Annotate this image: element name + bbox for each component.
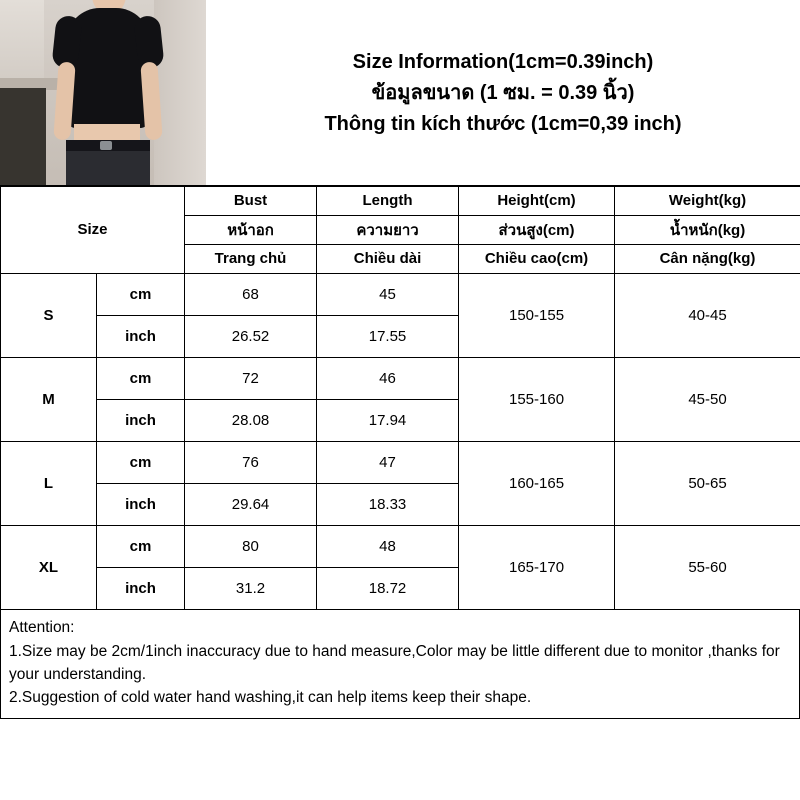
length-inch-m: 17.94 xyxy=(317,399,459,441)
bust-inch-xl: 31.2 xyxy=(185,567,317,609)
unit-inch-m: inch xyxy=(97,399,185,441)
col-bust-en: Bust xyxy=(185,186,317,215)
model-midriff xyxy=(74,124,140,140)
photo-door xyxy=(154,0,206,185)
attention-section xyxy=(0,610,800,719)
unit-cm-s: cm xyxy=(97,273,185,315)
bust-inch-l: 29.64 xyxy=(185,483,317,525)
height-m: 155-160 xyxy=(459,357,615,441)
length-cm-l: 47 xyxy=(317,441,459,483)
weight-l: 50-65 xyxy=(615,441,800,525)
col-length-vi: Chiều dài xyxy=(317,244,459,273)
bust-cm-m: 72 xyxy=(185,357,317,399)
length-inch-s: 17.55 xyxy=(317,315,459,357)
table-row xyxy=(1,357,800,399)
height-xl: 165-170 xyxy=(459,525,615,609)
height-s: 150-155 xyxy=(459,273,615,357)
bust-cm-l: 76 xyxy=(185,441,317,483)
photo-model xyxy=(56,0,160,185)
attention-line-1: 1.Size may be 2cm/1inch inaccuracy due to hand measure,Color may be little different due to monitor ,thanks for your understanding. xyxy=(9,642,780,683)
size-label-s: S xyxy=(1,273,97,357)
col-height-en: Height(cm) xyxy=(459,186,615,215)
unit-cm-m: cm xyxy=(97,357,185,399)
length-inch-l: 18.33 xyxy=(317,483,459,525)
table-header-row-en xyxy=(1,186,800,215)
table-row xyxy=(1,441,800,483)
bust-cm-s: 68 xyxy=(185,273,317,315)
length-cm-m: 46 xyxy=(317,357,459,399)
size-table xyxy=(0,185,800,610)
col-height-th: ส่วนสูง(cm) xyxy=(459,215,615,244)
length-cm-xl: 48 xyxy=(317,525,459,567)
col-bust-th: หน้าอก xyxy=(185,215,317,244)
weight-m: 45-50 xyxy=(615,357,800,441)
model-arm-left xyxy=(53,62,75,141)
unit-inch-l: inch xyxy=(97,483,185,525)
model-belt-buckle xyxy=(100,141,112,150)
bust-cm-xl: 80 xyxy=(185,525,317,567)
col-length-en: Length xyxy=(317,186,459,215)
col-height-vi: Chiều cao(cm) xyxy=(459,244,615,273)
col-length-th: ความยาว xyxy=(317,215,459,244)
title-line-vi: Thông tin kích thước (1cm=0,39 inch) xyxy=(324,112,682,135)
size-label-l: L xyxy=(1,441,97,525)
length-inch-xl: 18.72 xyxy=(317,567,459,609)
col-weight-en: Weight(kg) xyxy=(615,186,800,215)
height-l: 160-165 xyxy=(459,441,615,525)
title-line-en: Size Information(1cm=0.39inch) xyxy=(352,50,654,73)
unit-cm-xl: cm xyxy=(97,525,185,567)
size-label-m: M xyxy=(1,357,97,441)
title-block xyxy=(206,0,800,185)
title-line-th: ข้อมูลขนาด (1 ซม. = 0.39 นิ้ว) xyxy=(371,81,635,104)
col-bust-vi: Trang chủ xyxy=(185,244,317,273)
unit-inch-xl: inch xyxy=(97,567,185,609)
unit-cm-l: cm xyxy=(97,441,185,483)
header-area xyxy=(0,0,800,185)
table-row xyxy=(1,525,800,567)
unit-inch-s: inch xyxy=(97,315,185,357)
bust-inch-m: 28.08 xyxy=(185,399,317,441)
table-row xyxy=(1,273,800,315)
photo-cabinet xyxy=(0,88,46,185)
weight-xl: 55-60 xyxy=(615,525,800,609)
col-weight-vi: Cân nặng(kg) xyxy=(615,244,800,273)
product-photo xyxy=(0,0,206,185)
attention-line-2: 2.Suggestion of cold water hand washing,it can help items keep their shape. xyxy=(9,689,532,707)
size-header-cell: Size xyxy=(1,186,185,273)
weight-s: 40-45 xyxy=(615,273,800,357)
attention-title: Attention: xyxy=(9,618,75,636)
col-weight-th: น้ำหนัก(kg) xyxy=(615,215,800,244)
size-label-xl: XL xyxy=(1,525,97,609)
length-cm-s: 45 xyxy=(317,273,459,315)
bust-inch-s: 26.52 xyxy=(185,315,317,357)
model-arm-right xyxy=(140,62,162,141)
